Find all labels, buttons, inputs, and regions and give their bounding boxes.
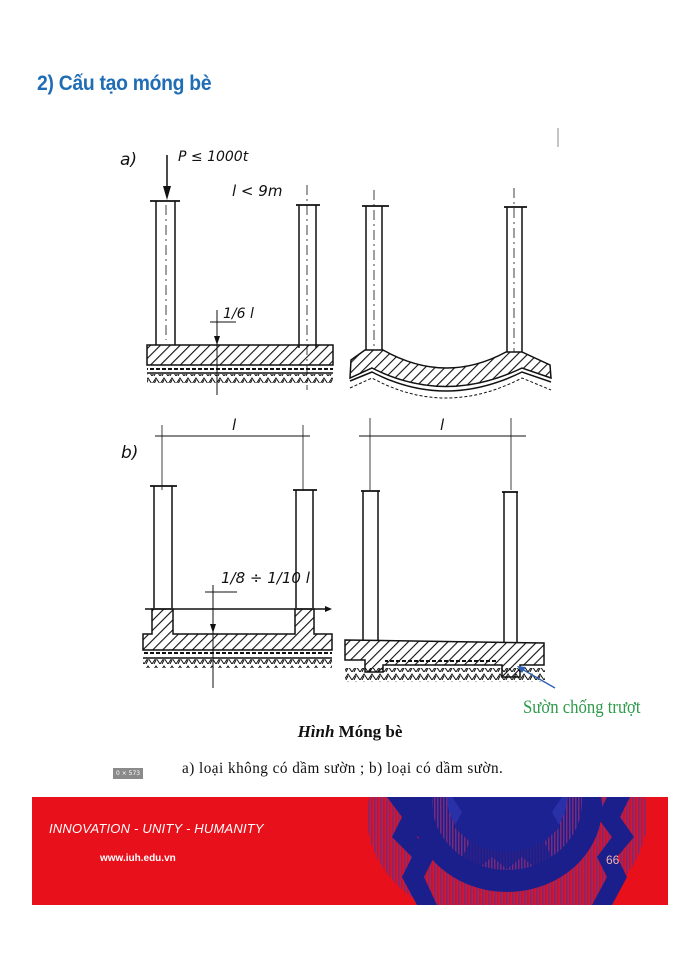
svg-text:a): a) [120,150,138,170]
website-link[interactable]: www.iuh.edu.vn [100,853,176,864]
svg-text:P ≤ 1000t: P ≤ 1000t [178,149,249,165]
svg-text:l: l [232,416,237,434]
caption-title-italic: Hình [297,722,335,741]
figure-caption-subtitle: a) loại không có dầm sườn ; b) loại có dầm sườn. [182,760,504,777]
svg-text:1/6 l: 1/6 l [223,306,254,322]
slide-title: 2) Cấu tạo móng bè [37,72,212,95]
part-b-shear-key-raft [345,416,555,688]
part-a-deformed-raft [350,128,558,398]
image-dimension-badge: 0 × 573 [113,768,143,779]
svg-text:l: l [440,416,445,434]
part-a-flat-raft [120,149,333,395]
page-number: 66 [606,853,620,867]
svg-text:l < 9m: l < 9m [232,182,283,200]
svg-text:b): b) [121,443,139,463]
caption-title-rest: Móng bè [334,722,403,741]
motto-text: INNOVATION - UNITY - HUMANITY [49,821,264,836]
shear-key-annotation: Sườn chống trượt [523,697,641,718]
figure-caption-title [0,722,700,742]
part-b-ribbed-raft [121,416,332,688]
decorative-pattern-icon [362,797,662,905]
svg-text:1/8 ÷ 1/10 l: 1/8 ÷ 1/10 l [221,569,310,587]
footer-banner [32,797,668,905]
